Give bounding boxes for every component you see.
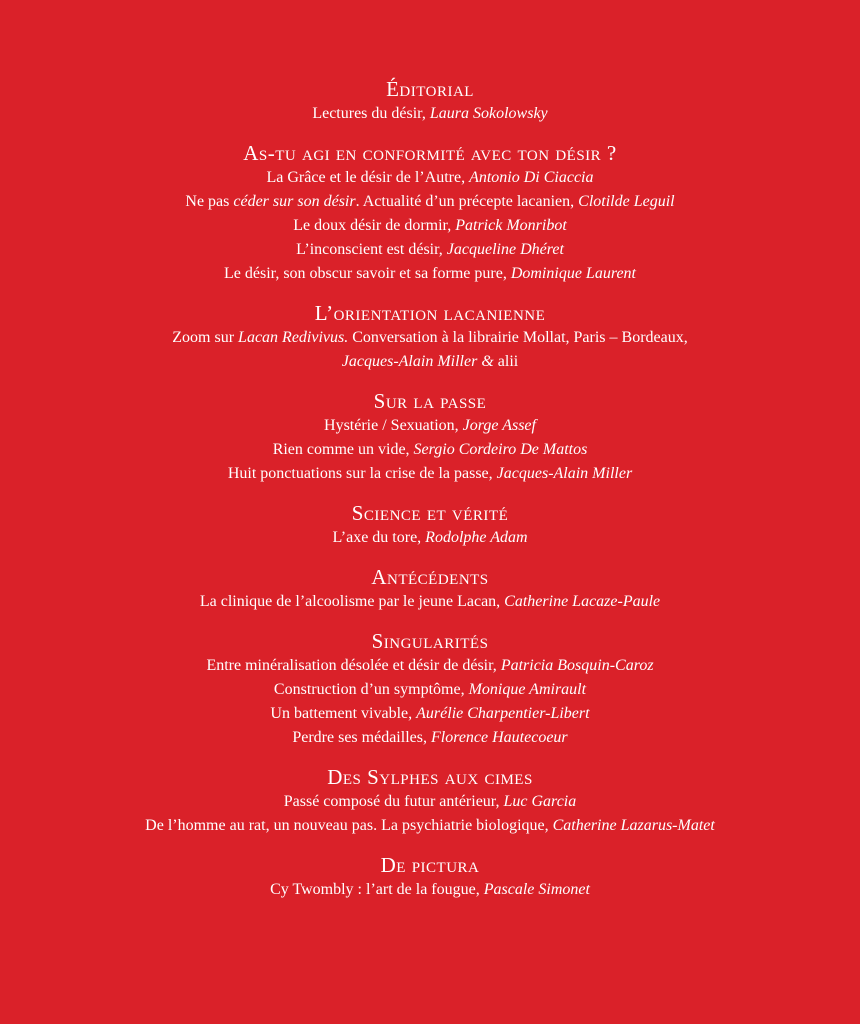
entry-author: Pascale Simonet <box>483 881 590 898</box>
entry-title: Entre minéralisation désolée et désir de désir, <box>206 657 501 674</box>
entry-title-italic: Lacan Redivivus. <box>238 329 349 346</box>
toc-entry <box>0 350 860 374</box>
toc-entry <box>0 590 860 614</box>
section-editorial <box>0 76 860 126</box>
section-heading: De pictura <box>380 853 480 877</box>
entry-author: Catherine Lacaze-Paule <box>504 593 661 610</box>
entry-author: Jacqueline Dhéret <box>446 241 564 258</box>
entry-title: Le doux désir de dormir, <box>293 217 456 234</box>
entry-title-pre: Zoom sur <box>172 329 239 346</box>
toc-entry <box>0 102 860 126</box>
entry-author: Dominique Laurent <box>510 265 636 282</box>
section-singularites <box>0 628 860 750</box>
entry-title-pre: Ne pas <box>185 193 234 210</box>
entry-title: Huit ponctuations sur la crise de la passe, <box>227 465 497 482</box>
entry-author: Rodolphe Adam <box>425 529 528 546</box>
section-pictura <box>0 852 860 902</box>
entry-author-suffix: alii <box>497 353 519 370</box>
entry-title: Perdre ses médailles, <box>292 729 431 746</box>
section-heading: Science et vérité <box>351 501 509 525</box>
entry-title: Construction d’un symptôme, <box>273 681 469 698</box>
section-sylphes <box>0 764 860 838</box>
toc-entry <box>0 790 860 814</box>
entry-title: L’inconscient est désir, <box>296 241 447 258</box>
entry-title: Un battement vivable, <box>270 705 417 722</box>
entry-title: Passé composé du futur antérieur, <box>283 793 504 810</box>
entry-author: Patrick Monribot <box>455 217 567 234</box>
section-desir <box>0 140 860 286</box>
section-passe <box>0 388 860 486</box>
section-science <box>0 500 860 550</box>
section-heading: Des Sylphes aux cimes <box>327 765 533 789</box>
section-heading: As-tu agi en conformité avec ton désir ? <box>243 141 617 165</box>
toc-entry <box>0 702 860 726</box>
entry-author: Jorge Assef <box>462 417 536 434</box>
toc-entry <box>0 814 860 838</box>
entry-title: Lectures du désir, <box>312 105 430 122</box>
section-heading: L’orientation lacanienne <box>314 301 546 325</box>
entry-title: Hystérie / Sexuation, <box>324 417 463 434</box>
entry-author: Clotilde Leguil <box>578 193 675 210</box>
entry-title-rest: Conversation à la librairie Mollat, Paris – Bordeaux, <box>348 329 688 346</box>
section-heading: Antécédents <box>371 565 489 589</box>
entry-author: Catherine Lazarus-Matet <box>552 817 715 834</box>
entry-title-italic: céder sur son désir <box>233 193 356 210</box>
toc-entry <box>0 462 860 486</box>
toc-entry <box>0 214 860 238</box>
entry-author: Laura Sokolowsky <box>429 105 548 122</box>
toc-entry <box>0 238 860 262</box>
entry-author: Luc Garcia <box>503 793 577 810</box>
entry-author: Jacques-Alain Miller & <box>341 353 498 370</box>
entry-title: La clinique de l’alcoolisme par le jeune Lacan, <box>199 593 505 610</box>
section-heading: Éditorial <box>386 77 474 101</box>
entry-author: Monique Amirault <box>468 681 587 698</box>
toc-entry <box>0 878 860 902</box>
entry-title: De l’homme au rat, un nouveau pas. La psychiatrie biologique, <box>145 817 553 834</box>
entry-author: Florence Hautecoeur <box>430 729 568 746</box>
toc-entry <box>0 166 860 190</box>
entry-title: La Grâce et le désir de l’Autre, <box>266 169 470 186</box>
entry-author: Sergio Cordeiro De Mattos <box>413 441 588 458</box>
toc-entry <box>0 414 860 438</box>
entry-title: Rien comme un vide, <box>272 441 414 458</box>
toc-entry <box>0 526 860 550</box>
entry-author: Antonio Di Ciaccia <box>469 169 594 186</box>
entry-title: Le désir, son obscur savoir et sa forme pure, <box>223 265 511 282</box>
section-orientation <box>0 300 860 374</box>
entry-title: Cy Twombly : l’art de la fougue, <box>270 881 484 898</box>
toc-entry <box>0 326 860 350</box>
section-antecedents <box>0 564 860 614</box>
entry-title: L’axe du tore, <box>332 529 426 546</box>
toc-entry <box>0 678 860 702</box>
entry-author: Aurélie Charpentier-Libert <box>416 705 590 722</box>
section-heading: Sur la passe <box>373 389 487 413</box>
toc-entry <box>0 262 860 286</box>
section-heading: Singularités <box>371 629 489 653</box>
entry-title-rest: . Actualité d’un précepte lacanien, <box>355 193 579 210</box>
entry-author: Patricia Bosquin-Caroz <box>500 657 654 674</box>
entry-author: Jacques-Alain Miller <box>496 465 633 482</box>
toc-entry <box>0 438 860 462</box>
toc-entry <box>0 726 860 750</box>
toc-entry <box>0 654 860 678</box>
toc-entry <box>0 190 860 214</box>
